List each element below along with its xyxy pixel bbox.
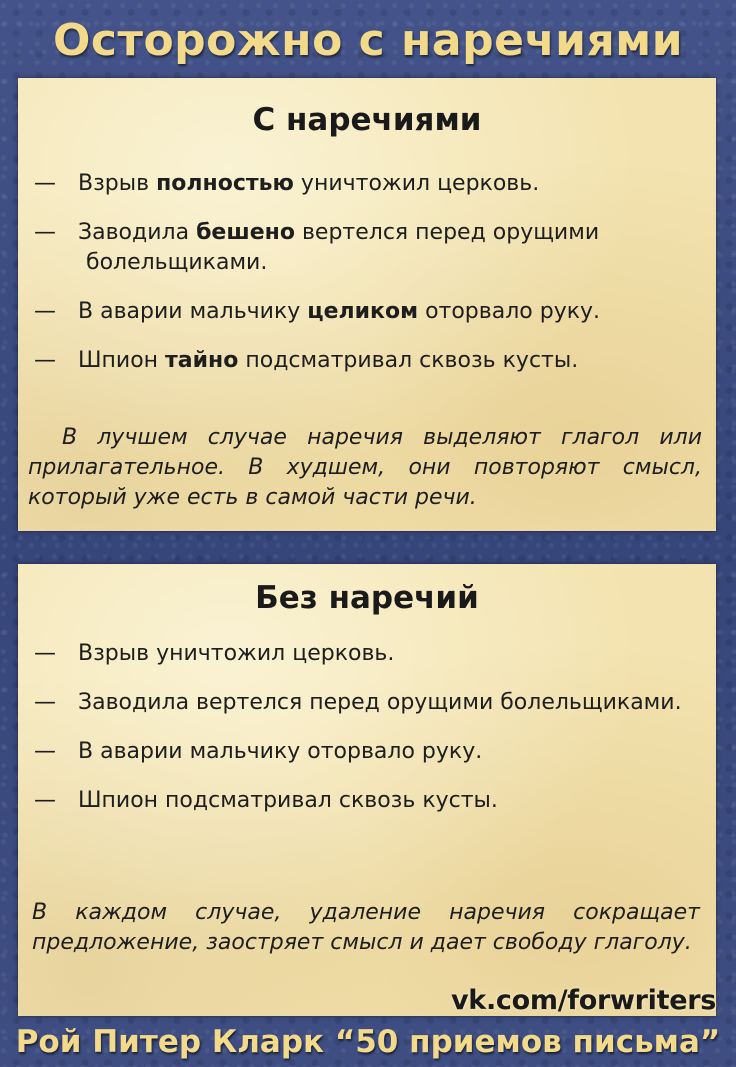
- dash: —: [34, 788, 56, 813]
- example-text: вертелся перед орущими болельщиками.: [86, 220, 600, 275]
- adverb-highlight: целиком: [307, 299, 419, 324]
- adverb-highlight: полностью: [156, 171, 294, 196]
- without-adverbs-note: В каждом случае, удаление наречия сокращает предложение, заостряет смысл и дает свободу глаголу.: [32, 900, 700, 955]
- example-text: подсматривал сквозь кусты.: [238, 348, 579, 373]
- example-with-adverb: [34, 346, 694, 376]
- example-without-adverb: [34, 688, 694, 718]
- with-adverbs-examples: [18, 169, 716, 376]
- without-adverbs-heading: Без наречий: [255, 580, 479, 616]
- dash: —: [34, 641, 56, 666]
- example-without-adverb: [34, 737, 694, 767]
- dash: —: [34, 348, 56, 373]
- dash: —: [34, 171, 56, 196]
- example-without-adverb: [34, 639, 694, 669]
- with-adverbs-heading: С наречиями: [252, 102, 482, 138]
- example-without-adverb: [34, 786, 694, 816]
- dash: —: [34, 690, 56, 715]
- without-adverbs-panel: [18, 564, 716, 1016]
- example-text: Заводила: [78, 220, 197, 245]
- example-text: оторвало руку.: [418, 299, 601, 324]
- example-with-adverb: [34, 218, 694, 278]
- without-adverbs-examples: [18, 639, 716, 816]
- example-with-adverb: [34, 297, 694, 327]
- example-text: В аварии мальчику: [78, 299, 308, 324]
- example-with-adverb: [34, 169, 694, 199]
- example-text: В аварии мальчику оторвало руку.: [78, 739, 483, 764]
- example-text: Заводила вертелся перед орущими болельщиками.: [78, 690, 682, 715]
- source-link: vk.com/forwriters: [451, 985, 716, 1016]
- dash: —: [34, 220, 56, 245]
- example-text: Шпион подсматривал сквозь кусты.: [78, 788, 498, 813]
- page-title: Осторожно с наречиями: [52, 15, 684, 66]
- adverb-highlight: бешено: [196, 220, 295, 245]
- example-text: уничтожил церковь.: [293, 171, 540, 196]
- adverb-highlight: тайно: [165, 348, 239, 373]
- with-adverbs-note: В лучшем случае наречия выделяют глагол или прилагательное. В худшем, они повторяют смысл, который уже есть в самой части речи.: [28, 425, 702, 510]
- example-text: Взрыв уничтожил церковь.: [78, 641, 395, 666]
- example-text: Взрыв: [78, 171, 157, 196]
- dash: —: [34, 739, 56, 764]
- with-adverbs-panel: [18, 78, 716, 531]
- example-text: Шпион: [78, 348, 166, 373]
- book-credit: Рой Питер Кларк “50 приемов письма”: [15, 1024, 721, 1060]
- dash: —: [34, 299, 56, 324]
